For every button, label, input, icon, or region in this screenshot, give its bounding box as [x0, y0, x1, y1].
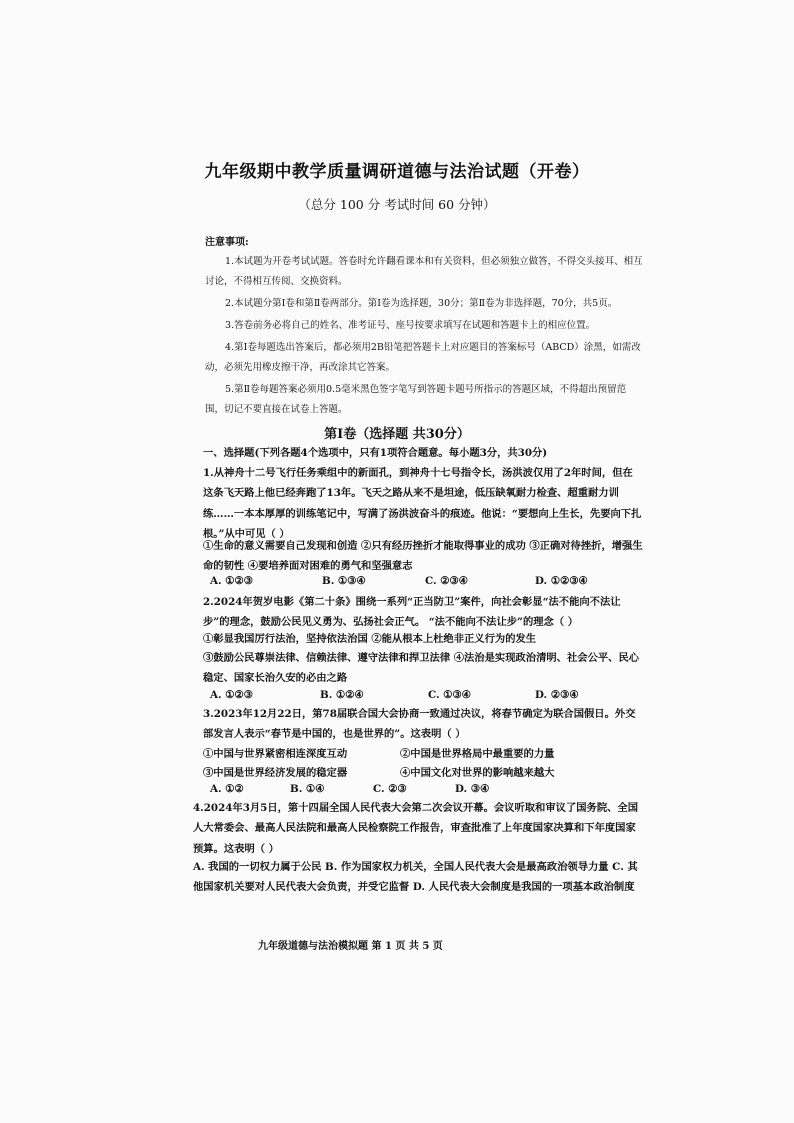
question-2-stem: 2.2024年贺岁电影《第二十条》围绕一系列“正当防卫”案件，向社会彰显“法不能向不法让步”的理念，鼓励公民见义勇为、弘扬社会正气。 “法不能向不法让步”的理念（ ）: [203, 596, 621, 629]
question-3-stem: 3.2023年12月22日，第78届联合国大会协商一致通过决议，将春节确定为联合国假日。外交部发言人表示“春节是中国的，也是世界的”。这表明（ ）: [203, 708, 636, 741]
q3-option-a: A. ①②: [210, 783, 244, 795]
notice-list: [205, 252, 645, 420]
q1-option-c: C. ②③④: [425, 575, 468, 587]
notice-item: 2.本试题分第Ⅰ卷和第Ⅱ卷两部分。第Ⅰ卷为选择题，30分；第Ⅱ卷为非选择题，70分，共5页。: [225, 298, 618, 309]
q2-option-d: D. ②③④: [535, 689, 579, 701]
q3-statement-2: ②中国是世界格局中最重要的力量: [400, 748, 555, 760]
question-2-statement-1: ①彰显我国厉行法治，坚持依法治国 ②能从根本上杜绝非正义行为的发生: [203, 633, 537, 645]
q3-statement-3: ③中国是世界经济发展的稳定器: [203, 767, 348, 779]
q2-option-b: B. ①②④: [320, 689, 364, 701]
q3-statement-1: ①中国与世界紧密相连深度互动: [203, 748, 348, 760]
exam-title: 九年级期中教学质量调研道德与法治试题（开卷）: [204, 162, 590, 182]
notice-heading: 注意事项:: [205, 237, 249, 248]
section-title: 第Ⅰ卷（选择题 共30分）: [324, 427, 470, 442]
question-4-options: A. 我国的一切权力属于公民 B. 作为国家权力机关，全国人民代表大会是最高政治领导力量 C. 其他国家机关要对人民代表大会负责，并受它监督 D. 人民代表大会制度是我国的一项基本政治制度: [193, 861, 638, 894]
q1-option-b: B. ①③④: [322, 575, 366, 587]
section-instruction: 一、选择题(下列各题4个选项中，只有1项符合题意。每小题3分，共30分): [203, 447, 548, 459]
notice-item: 5.第Ⅱ卷每题答案必须用0.5毫米黑色签字笔写到答题卡题号所指示的答题区域，不得超出预留范围，切记不要直接在试卷上答题。: [205, 384, 627, 415]
q2-option-a: A. ①②③: [210, 689, 253, 701]
question-1-statements: ①生命的意义需要自己发现和创造 ②只有经历挫折才能取得事业的成功 ③正确对待挫折，增强生命的韧性 ④要培养面对困难的勇气和坚强意志: [203, 540, 643, 573]
question-4-stem: 4.2024年3月5日，第十四届全国人民代表大会第二次会议开幕。会议听取和审议了国务院、全国人大常委会、最高人民法院和最高人民检察院工作报告，审查批准了上年度国家决算和下年度国家预算。这表明（ ）: [193, 802, 639, 855]
q3-option-d: D. ③④: [455, 783, 490, 795]
q1-option-d: D. ①②③④: [535, 575, 588, 587]
notice-item: 3.答卷前务必将自己的姓名、准考证号、座号按要求填写在试题和答题卡上的相应位置。: [225, 320, 596, 331]
question-1-stem: 1.从神舟十二号飞行任务乘组中的新面孔，到神舟十七号指令长，汤洪波仅用了2年时间，但在这条飞天路上他已经奔跑了13年。飞天之路从来不是坦途，低压缺氧耐力检查、超重耐力训练……一本本厚厚的训练笔记中，写满了汤洪波奋斗的痕迹。他说：“要想向上生长，先要向下扎根。”从中可见（ ）: [203, 467, 642, 540]
exam-subtitle: （总分 100 分 考试时间 60 分钟）: [298, 197, 496, 212]
q3-statement-4: ④中国文化对世界的影响越来越大: [400, 767, 555, 779]
q1-option-a: A. ①②③: [210, 575, 253, 587]
question-2-statement-2: ③鼓励公民尊崇法律、信赖法律、遵守法律和捍卫法律 ④法治是实现政治清明、社会公平、民心稳定、国家长治久安的必由之路: [203, 652, 640, 685]
q2-option-c: C. ①③④: [428, 689, 471, 701]
page-footer: 九年级道德与法治模拟题 第 1 页 共 5 页: [258, 941, 443, 952]
notice-item: 1.本试题为开卷考试试题。答卷时允许翻看课本和有关资料，但必须独立做答，不得交头接耳、相互讨论，不得相互传阅、交换资料。: [205, 256, 643, 287]
notice-item: 4.第Ⅰ卷每题选出答案后，都必须用2B铅笔把答题卡上对应题目的答案标号（ABCD）涂黑，如需改动，必须先用橡皮擦干净，再改涂其它答案。: [205, 342, 641, 373]
q3-option-c: C. ②③: [373, 783, 407, 795]
q3-option-b: B. ①④: [290, 783, 325, 795]
